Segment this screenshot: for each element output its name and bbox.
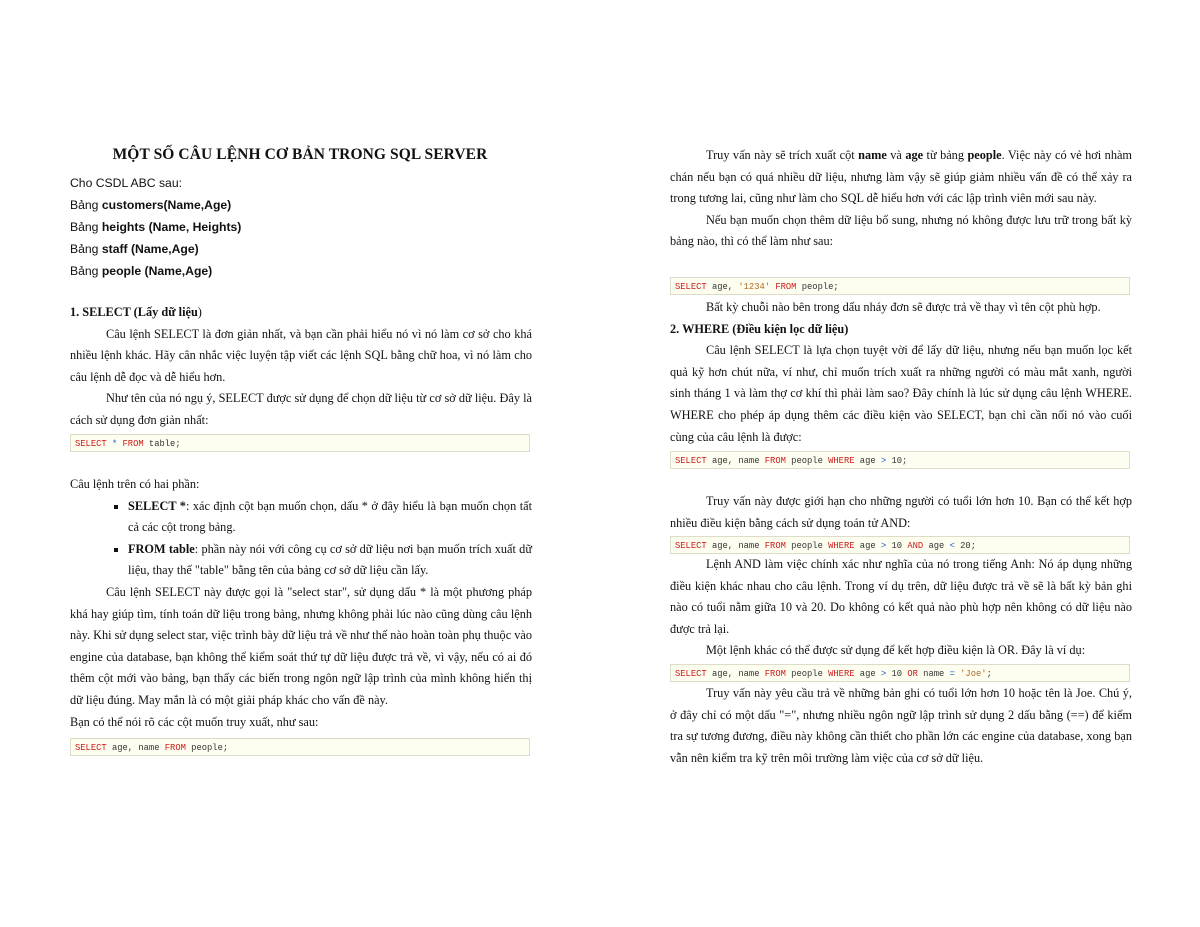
paragraph-select-intro: Câu lệnh SELECT là đơn giản nhất, và bạn cần phải hiểu nó vì nó làm cơ sở cho khá nhiều lệnh khác. Hãy cân nhắc việc luyện tập viết các lệnh SQL bằng chữ hoa, vì nó làm cho câu lệnh dễ đọc và dễ hiểu hơn. — [70, 326, 532, 384]
paragraph-where-intro: Câu lệnh SELECT là lựa chọn tuyệt vời để lấy dữ liệu, nhưng nếu bạn muốn lọc kết quả kỹ hơn chút nữa, ví như, chỉ muốn trích xuất ra những người có màu mắt xanh, người sinh tháng 1 và làm thợ cơ khí thì phải làm sao? Đây chính là lúc sử dụng câu lệnh WHERE. WHERE cho phép áp dụng thêm các điều kiện vào SELECT, bạn chỉ cần nối nó vào cuối cùng của câu lệnh là được: — [670, 343, 1132, 444]
paragraph-literal-note: Bất kỳ chuỗi nào bên trong dấu nháy đơn sẽ được trả về thay vì tên cột phù hợp. — [706, 300, 1101, 314]
paragraph-block-or — [670, 554, 1132, 662]
paragraph-or-explained: Truy vấn này yêu cầu trả về những bản ghi có tuổi lớn hơn 10 hoặc tên là Joe. Chú ý, ở đây chỉ có một dấu "=", nhưng nhiều ngôn ngữ lập trình sử dụng 2 dấu bằng (==) để kiểm tra sự tương đương, điều này không cần thiết cho phần lớn các engine của database, xong bạn vẫn nên kiểm tra kỹ trên môi trường làm việc của cơ sở dữ liệu. — [670, 686, 1132, 765]
select-parts-block — [70, 474, 532, 733]
schema-table-staff: Bảng staff (Name,Age) — [70, 242, 199, 256]
section-select — [70, 302, 532, 432]
code-select-literal: SELECT age, '1234' FROM people; — [670, 277, 1130, 295]
paragraph-block-or-explained — [670, 683, 1132, 769]
heading-where: 2. WHERE (Điều kiện lọc dữ liệu) — [670, 321, 849, 336]
schema-table-heights: Bảng heights (Name, Heights) — [70, 220, 242, 234]
paragraph-where-and: Truy vấn này được giới hạn cho những người có tuổi lớn hơn 10. Bạn có thể kết hợp nhiều điều kiện bằng cách sử dụng toán tử AND: — [670, 494, 1132, 530]
paragraph-and-explained: Lệnh AND làm việc chính xác như nghĩa của nó trong tiếng Anh: Nó áp dụng những điều kiện khác nhau cho câu lệnh. Trong ví dụ trên, dữ liệu được trả về sẽ là bất kỳ bản ghi nào có tuổi nằm giữa 10 và 20. Do không có kết quả nào phù hợp nên không có dữ liệu nào được trả lại. — [670, 557, 1132, 636]
schema-table-customers: Bảng customers(Name,Age) — [70, 198, 232, 212]
code-where-simple: SELECT age, name FROM people WHERE age > 10; — [670, 451, 1130, 469]
schema-table-people: Bảng people (Name,Age) — [70, 264, 213, 278]
heading-select: 1. SELECT (Lấy dữ liệu) — [70, 305, 202, 319]
paragraph-extra-data: Nếu bạn muốn chọn thêm dữ liệu bổ sung, nhưng nó không được lưu trữ trong bất kỳ bảng nào, thì có thể làm như sau: — [670, 212, 1132, 249]
list-item: SELECT *: xác định cột bạn muốn chọn, dấu * ở đây hiểu là bạn muốn chọn tất cả các cột trong bảng. — [128, 496, 532, 539]
paragraph-explicit-columns: Bạn có thể nói rõ các cột muốn truy xuất, như sau: — [70, 714, 319, 729]
paragraph-select-usage: Như tên của nó ngụ ý, SELECT được sử dụng để chọn dữ liệu từ cơ sở dữ liệu. Đây là cách sử dụng đơn giản nhất: — [70, 391, 532, 427]
code-select-star: SELECT * FROM table; — [70, 434, 530, 452]
list-item: FROM table: phần này nói với công cụ cơ sở dữ liệu nơi bạn muốn trích xuất dữ liệu, thay thế "table" bằng tên của bảng cơ sở dữ liệu cần lấy. — [128, 539, 532, 582]
code-select-columns: SELECT age, name FROM people; — [70, 738, 530, 756]
paragraph-two-parts: Câu lệnh trên có hai phần: — [70, 477, 200, 491]
select-parts-list — [70, 496, 532, 582]
paragraph-or-intro: Một lệnh khác có thể được sử dụng để kết hợp điều kiện là OR. Đây là ví dụ: — [706, 643, 1086, 658]
code-where-and: SELECT age, name FROM people WHERE age > 10 AND age < 20; — [670, 536, 1130, 554]
paragraph-select-star: Câu lệnh SELECT này được gọi là "select star", sử dụng dấu * là một phương pháp khá hay giúp tìm, tính toán dữ liệu trong bảng, nhưng không phải lúc nào cũng dùng câu lệnh này. Khi sử dụng select star, việc trình bày dữ liệu trả về như thế nào hoàn toàn phụ thuộc vào engine của database, bạn không thể kiểm soát thứ tự dữ liệu được trả về, vì vậy, nếu có ai đó thêm cột mới vào bảng, bạn thấy các biến trong ngôn ngữ lập trình của mình không hiển thị dữ liệu đúng. May mắn là có một giải pháp khác cho vấn đề này. — [70, 584, 532, 707]
paragraph-block-and — [670, 491, 1132, 534]
section-where — [670, 297, 1132, 448]
paragraph-block-columns — [670, 145, 1132, 253]
document-title: MỘT SỐ CÂU LỆNH CƠ BẢN TRONG SQL SERVER — [112, 146, 488, 163]
schema-intro: Cho CSDL ABC sau: — [70, 176, 182, 190]
code-where-or: SELECT age, name FROM people WHERE age > 10 OR name = 'Joe'; — [670, 664, 1130, 682]
schema-block — [70, 172, 532, 282]
paragraph-columns-explained: Truy vấn này sẽ trích xuất cột name và age từ bảng people. Việc này có vẻ hơi nhàm chán nếu bạn có quá nhiều dữ liệu, nhưng làm vậy sẽ giúp giảm nhiều vấn đề có thể xảy ra trong tương lai, cũng như làm cho SQL dễ hiểu hơn với các lập trình viên mới sau này. — [670, 148, 1132, 206]
